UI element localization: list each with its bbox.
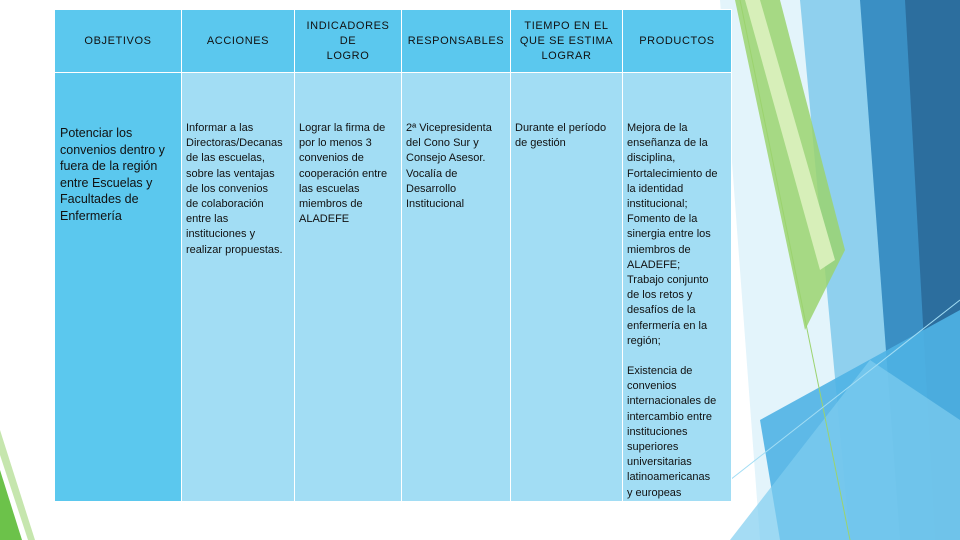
objectives-table bbox=[54, 9, 732, 502]
header-objetivos: OBJETIVOS bbox=[55, 10, 182, 73]
paragraph-gap bbox=[627, 349, 727, 364]
cell-responsables: 2ª Vicepresidenta del Cono Sur y Consejo Asesor. Vocalía de Desarrollo Institucional bbox=[402, 73, 511, 502]
header-indicadores: INDICADORES DE LOGRO bbox=[295, 10, 402, 73]
table-row bbox=[55, 73, 732, 502]
cell-indicadores: Lograr la firma de por lo menos 3 convenios de cooperación entre las escuelas miembros de ALADEFE bbox=[295, 73, 402, 502]
header-tiempo: TIEMPO EN EL QUE SE ESTIMA LOGRAR bbox=[511, 10, 623, 73]
left-green-accent bbox=[0, 0, 40, 540]
productos-paragraph-1: Mejora de la enseñanza de la disciplina, Fortalecimiento de la identidad institucional; Fomento de la sinergia entre los miembros de ALADEFE; Trabajo conjunto de los retos y desafíos de la enfermería en la región; bbox=[627, 122, 718, 347]
cell-tiempo: Durante el período de gestión bbox=[511, 73, 623, 502]
cell-productos bbox=[623, 73, 732, 502]
header-responsables: RESPONSABLES bbox=[402, 10, 511, 73]
table-header-row bbox=[55, 10, 732, 73]
header-acciones: ACCIONES bbox=[182, 10, 295, 73]
cell-objetivo: Potenciar los convenios dentro y fuera de la región entre Escuelas y Facultades de Enfermería bbox=[55, 73, 182, 502]
productos-paragraph-2: Existencia de convenios internacionales de intercambio entre instituciones superiores universitarias latinoamericanas y europeas bbox=[627, 365, 717, 499]
cell-acciones: Informar a las Directoras/Decanas de las escuelas, sobre las ventajas de los convenios de colaboración entre las instituciones y realizar propuestas. bbox=[182, 73, 295, 502]
header-productos: PRODUCTOS bbox=[623, 10, 732, 73]
